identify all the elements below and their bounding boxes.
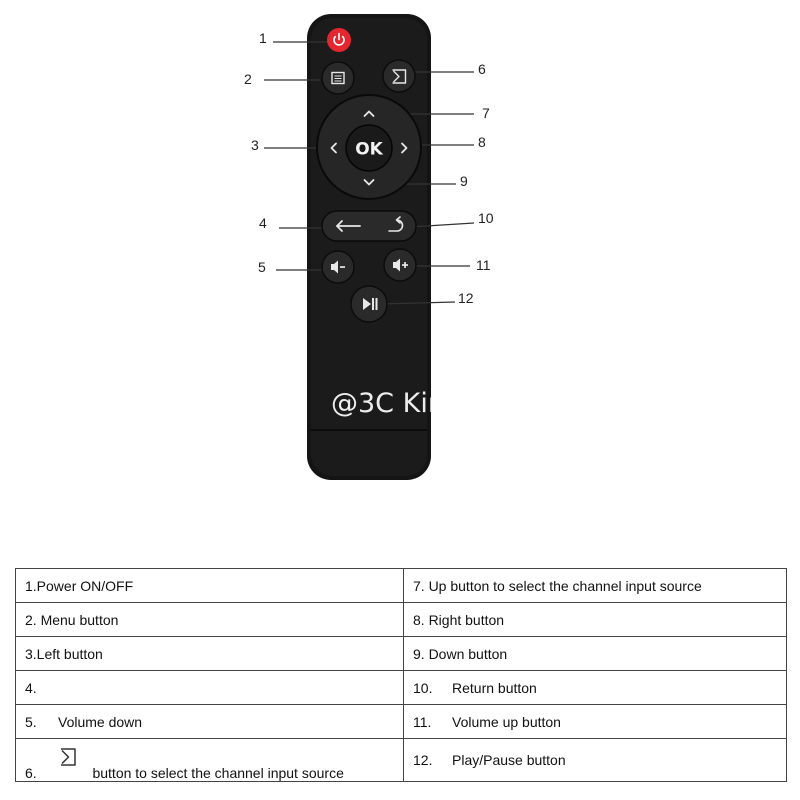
legend-number: 11. [413, 713, 432, 730]
legend-number: 5. [25, 713, 37, 730]
callout-11: 11 [476, 257, 491, 273]
legend-number: 12. [413, 752, 433, 768]
callout-10: 10 [478, 210, 494, 226]
legend-text: Volume down [58, 713, 143, 730]
legend-cell [16, 705, 404, 739]
ok-button[interactable] [346, 125, 392, 171]
legend-table [15, 568, 787, 782]
legend-cell [404, 637, 787, 671]
watermark: @3C King [331, 388, 463, 419]
callout-3: 3 [251, 137, 259, 153]
table-row [16, 671, 787, 705]
play-pause-button[interactable] [351, 286, 387, 322]
legend-cell [404, 705, 787, 739]
callout-5: 5 [258, 259, 266, 275]
callout-9: 9 [460, 173, 468, 189]
legend-text: 3.Left button [25, 645, 103, 662]
callout-7: 7 [482, 105, 490, 121]
legend-text: Return button [452, 679, 537, 696]
legend-text: 4. [25, 679, 37, 696]
back-button[interactable] [322, 211, 369, 241]
callout-4: 4 [259, 215, 267, 231]
legend-text: 7. Up button to select the channel input source [413, 577, 702, 594]
legend-text: 8. Right button [413, 611, 505, 628]
callout-6: 6 [478, 61, 486, 77]
legend-number: 10. [413, 679, 433, 696]
volume-up-button[interactable] [384, 249, 416, 281]
legend-cell [16, 739, 404, 782]
input-source-icon [57, 746, 79, 768]
legend-text: 9. Down button [413, 645, 508, 662]
legend-cell [404, 671, 787, 705]
legend-text: 2. Menu button [25, 611, 119, 628]
callout-12: 12 [458, 290, 474, 306]
legend-cell [16, 637, 404, 671]
input-source-button[interactable] [383, 60, 415, 92]
legend-text: Volume up button [452, 713, 561, 730]
power-button[interactable] [327, 28, 351, 52]
menu-button[interactable] [322, 62, 354, 94]
legend-cell [404, 569, 787, 603]
legend-cell [16, 671, 404, 705]
volume-down-button[interactable] [322, 251, 354, 283]
legend-text: button to select the channel input source [92, 764, 344, 781]
ok-button-label: OK [355, 139, 383, 160]
return-button[interactable] [369, 211, 416, 241]
legend-cell [404, 603, 787, 637]
table-row [16, 569, 787, 603]
table-row [16, 637, 787, 671]
legend-cell [404, 739, 787, 782]
table-row [16, 739, 787, 782]
table-row [16, 705, 787, 739]
legend-cell [16, 569, 404, 603]
legend-text: Play/Pause button [452, 752, 566, 768]
callout-1: 1 [259, 30, 267, 46]
callout-2: 2 [244, 71, 252, 87]
legend-number: 6. [25, 764, 37, 781]
legend-text: 1.Power ON/OFF [25, 577, 134, 594]
callout-8: 8 [478, 134, 486, 150]
table-row [16, 603, 787, 637]
legend-cell [16, 603, 404, 637]
